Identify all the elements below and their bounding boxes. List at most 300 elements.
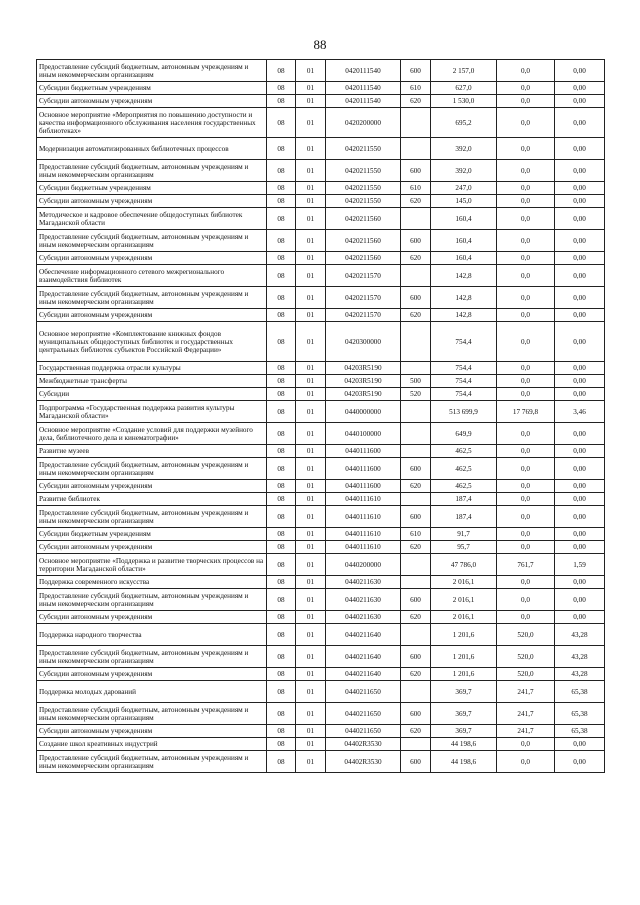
- expense-type-code: 600: [401, 458, 431, 480]
- expense-type-code: 620: [401, 309, 431, 322]
- amount-executed: 0,0: [497, 375, 555, 388]
- row-label: Субсидии бюджетным учреждениям: [37, 528, 267, 541]
- subsection-code: 01: [296, 95, 326, 108]
- target-article-code: 04203R5190: [326, 375, 401, 388]
- execution-percent: 0,00: [555, 230, 605, 252]
- section-code: 08: [267, 589, 296, 611]
- amount-planned: 187,4: [431, 493, 497, 506]
- section-code: 08: [267, 554, 296, 576]
- table-row: [37, 445, 605, 458]
- expense-type-code: 620: [401, 95, 431, 108]
- subsection-code: 01: [296, 208, 326, 230]
- amount-executed: 0,0: [497, 138, 555, 160]
- section-code: 08: [267, 480, 296, 493]
- amount-planned: 142,8: [431, 265, 497, 287]
- subsection-code: 01: [296, 528, 326, 541]
- target-article-code: 0440111600: [326, 458, 401, 480]
- amount-planned: 160,4: [431, 230, 497, 252]
- amount-planned: 187,4: [431, 506, 497, 528]
- section-code: 08: [267, 611, 296, 624]
- table-row: [37, 60, 605, 82]
- amount-planned: 513 699,9: [431, 401, 497, 423]
- amount-executed: 0,0: [497, 322, 555, 362]
- amount-executed: 520,0: [497, 668, 555, 681]
- row-label: Предоставление субсидий бюджетным, автономным учреждениям и иным некоммерческим организациям: [37, 458, 267, 480]
- section-code: 08: [267, 309, 296, 322]
- amount-planned: 160,4: [431, 252, 497, 265]
- amount-executed: 0,0: [497, 208, 555, 230]
- amount-executed: 0,0: [497, 309, 555, 322]
- section-code: 08: [267, 576, 296, 589]
- amount-executed: 0,0: [497, 195, 555, 208]
- amount-executed: 0,0: [497, 388, 555, 401]
- subsection-code: 01: [296, 423, 326, 445]
- expense-type-code: 600: [401, 60, 431, 82]
- amount-planned: 392,0: [431, 160, 497, 182]
- table-row: [37, 493, 605, 506]
- amount-executed: 0,0: [497, 82, 555, 95]
- subsection-code: 01: [296, 646, 326, 668]
- amount-executed: 0,0: [497, 252, 555, 265]
- table-body: [37, 60, 605, 773]
- expense-type-code: [401, 423, 431, 445]
- section-code: 08: [267, 681, 296, 703]
- section-code: 08: [267, 493, 296, 506]
- table-row: [37, 252, 605, 265]
- row-label: Обеспечение информационного сетевого межрегионального взаимодействия библиотек: [37, 265, 267, 287]
- expense-type-code: [401, 401, 431, 423]
- execution-percent: 65,38: [555, 681, 605, 703]
- section-code: 08: [267, 138, 296, 160]
- budget-table: [36, 59, 605, 773]
- section-code: 08: [267, 506, 296, 528]
- subsection-code: 01: [296, 252, 326, 265]
- amount-planned: 2 016,1: [431, 589, 497, 611]
- amount-executed: 0,0: [497, 751, 555, 773]
- amount-planned: 369,7: [431, 681, 497, 703]
- amount-planned: 649,9: [431, 423, 497, 445]
- row-label: Субсидии автономным учреждениям: [37, 611, 267, 624]
- expense-type-code: 600: [401, 703, 431, 725]
- table-row: [37, 703, 605, 725]
- section-code: 08: [267, 725, 296, 738]
- amount-executed: 0,0: [497, 362, 555, 375]
- amount-executed: 0,0: [497, 445, 555, 458]
- section-code: 08: [267, 82, 296, 95]
- row-label: Основное мероприятие «Создание условий для поддержки музейного дела, библиотечного дела и кинематографии»: [37, 423, 267, 445]
- subsection-code: 01: [296, 362, 326, 375]
- target-article-code: 0420211560: [326, 252, 401, 265]
- section-code: 08: [267, 751, 296, 773]
- table-row: [37, 287, 605, 309]
- table-row: [37, 322, 605, 362]
- target-article-code: 0440211630: [326, 589, 401, 611]
- expense-type-code: 610: [401, 82, 431, 95]
- target-article-code: 0440111610: [326, 506, 401, 528]
- section-code: 08: [267, 458, 296, 480]
- expense-type-code: 600: [401, 589, 431, 611]
- expense-type-code: [401, 681, 431, 703]
- target-article-code: 0420211550: [326, 195, 401, 208]
- expense-type-code: 610: [401, 182, 431, 195]
- subsection-code: 01: [296, 230, 326, 252]
- target-article-code: 0420211570: [326, 287, 401, 309]
- section-code: 08: [267, 160, 296, 182]
- amount-executed: 241,7: [497, 681, 555, 703]
- subsection-code: 01: [296, 589, 326, 611]
- execution-percent: 0,00: [555, 541, 605, 554]
- execution-percent: 0,00: [555, 208, 605, 230]
- section-code: 08: [267, 208, 296, 230]
- table-row: [37, 401, 605, 423]
- table-row: [37, 554, 605, 576]
- subsection-code: 01: [296, 182, 326, 195]
- subsection-code: 01: [296, 160, 326, 182]
- section-code: 08: [267, 60, 296, 82]
- execution-percent: 0,00: [555, 252, 605, 265]
- table-row: [37, 751, 605, 773]
- target-article-code: 0420111540: [326, 95, 401, 108]
- row-label: Предоставление субсидий бюджетным, автономным учреждениям и иным некоммерческим организациям: [37, 287, 267, 309]
- target-article-code: 0420211550: [326, 182, 401, 195]
- amount-planned: 1 201,6: [431, 624, 497, 646]
- row-label: Субсидии бюджетным учреждениям: [37, 182, 267, 195]
- subsection-code: 01: [296, 445, 326, 458]
- subsection-code: 01: [296, 668, 326, 681]
- target-article-code: 0420211570: [326, 265, 401, 287]
- expense-type-code: 500: [401, 375, 431, 388]
- row-label: Развитие музеев: [37, 445, 267, 458]
- section-code: 08: [267, 375, 296, 388]
- section-code: 08: [267, 738, 296, 751]
- row-label: Подпрограмма «Государственная поддержка развития культуры Магаданской области»: [37, 401, 267, 423]
- section-code: 08: [267, 95, 296, 108]
- target-article-code: 0440200000: [326, 554, 401, 576]
- execution-percent: 0,00: [555, 138, 605, 160]
- row-label: Субсидии автономным учреждениям: [37, 668, 267, 681]
- section-code: 08: [267, 265, 296, 287]
- row-label: Основное мероприятие «Мероприятия по повышению доступности и качества информационного обслуживания населения государственных библиотеках»: [37, 108, 267, 138]
- amount-executed: 17 769,8: [497, 401, 555, 423]
- row-label: Субсидии автономным учреждениям: [37, 95, 267, 108]
- amount-executed: 0,0: [497, 738, 555, 751]
- execution-percent: 0,00: [555, 95, 605, 108]
- execution-percent: 0,00: [555, 388, 605, 401]
- amount-planned: 95,7: [431, 541, 497, 554]
- table-row: [37, 265, 605, 287]
- table-row: [37, 624, 605, 646]
- amount-planned: 47 786,0: [431, 554, 497, 576]
- target-article-code: 0440111610: [326, 528, 401, 541]
- subsection-code: 01: [296, 611, 326, 624]
- amount-executed: 0,0: [497, 589, 555, 611]
- execution-percent: 43,28: [555, 668, 605, 681]
- table-row: [37, 95, 605, 108]
- table-row: [37, 423, 605, 445]
- row-label: Субсидии автономным учреждениям: [37, 541, 267, 554]
- amount-executed: 0,0: [497, 480, 555, 493]
- execution-percent: 0,00: [555, 589, 605, 611]
- amount-executed: 0,0: [497, 576, 555, 589]
- amount-planned: 145,0: [431, 195, 497, 208]
- execution-percent: 0,00: [555, 611, 605, 624]
- subsection-code: 01: [296, 287, 326, 309]
- target-article-code: 0420211550: [326, 160, 401, 182]
- target-article-code: 0440111610: [326, 541, 401, 554]
- target-article-code: 0420111540: [326, 82, 401, 95]
- subsection-code: 01: [296, 480, 326, 493]
- amount-planned: 2 016,1: [431, 611, 497, 624]
- table-row: [37, 541, 605, 554]
- subsection-code: 01: [296, 322, 326, 362]
- amount-executed: 0,0: [497, 230, 555, 252]
- target-article-code: 04203R5190: [326, 388, 401, 401]
- expense-type-code: [401, 554, 431, 576]
- table-row: [37, 458, 605, 480]
- expense-type-code: [401, 624, 431, 646]
- amount-executed: 0,0: [497, 287, 555, 309]
- target-article-code: 0420111540: [326, 60, 401, 82]
- target-article-code: 04402R3530: [326, 738, 401, 751]
- amount-executed: 520,0: [497, 646, 555, 668]
- execution-percent: 43,28: [555, 646, 605, 668]
- table-row: [37, 725, 605, 738]
- section-code: 08: [267, 401, 296, 423]
- subsection-code: 01: [296, 108, 326, 138]
- section-code: 08: [267, 624, 296, 646]
- subsection-code: 01: [296, 401, 326, 423]
- row-label: Субсидии автономным учреждениям: [37, 195, 267, 208]
- amount-executed: 0,0: [497, 95, 555, 108]
- expense-type-code: [401, 208, 431, 230]
- expense-type-code: 620: [401, 195, 431, 208]
- expense-type-code: [401, 362, 431, 375]
- expense-type-code: [401, 493, 431, 506]
- row-label: Государственная поддержка отрасли культуры: [37, 362, 267, 375]
- section-code: 08: [267, 195, 296, 208]
- section-code: 08: [267, 423, 296, 445]
- expense-type-code: [401, 138, 431, 160]
- row-label: Субсидии бюджетным учреждениям: [37, 82, 267, 95]
- amount-planned: 247,0: [431, 182, 497, 195]
- table-row: [37, 506, 605, 528]
- execution-percent: 0,00: [555, 182, 605, 195]
- expense-type-code: 600: [401, 230, 431, 252]
- target-article-code: 0420211560: [326, 230, 401, 252]
- amount-planned: 462,5: [431, 445, 497, 458]
- amount-planned: 754,4: [431, 362, 497, 375]
- subsection-code: 01: [296, 375, 326, 388]
- target-article-code: 0440211650: [326, 725, 401, 738]
- amount-planned: 91,7: [431, 528, 497, 541]
- subsection-code: 01: [296, 738, 326, 751]
- amount-planned: 754,4: [431, 375, 497, 388]
- section-code: 08: [267, 252, 296, 265]
- section-code: 08: [267, 322, 296, 362]
- subsection-code: 01: [296, 624, 326, 646]
- row-label: Поддержка современного искусства: [37, 576, 267, 589]
- target-article-code: 0440211650: [326, 681, 401, 703]
- row-label: Субсидии автономным учреждениям: [37, 725, 267, 738]
- amount-planned: 1 201,6: [431, 668, 497, 681]
- target-article-code: 0420200000: [326, 108, 401, 138]
- subsection-code: 01: [296, 541, 326, 554]
- table-row: [37, 195, 605, 208]
- amount-executed: 0,0: [497, 160, 555, 182]
- target-article-code: 0440100000: [326, 423, 401, 445]
- row-label: Предоставление субсидий бюджетным, автономным учреждениям и иным некоммерческим организациям: [37, 506, 267, 528]
- table-row: [37, 589, 605, 611]
- execution-percent: 3,46: [555, 401, 605, 423]
- row-label: Предоставление субсидий бюджетным, автономным учреждениям и иным некоммерческим организациям: [37, 60, 267, 82]
- row-label: Модернизация автоматизированных библиотечных процессов: [37, 138, 267, 160]
- row-label: Предоставление субсидий бюджетным, автономным учреждениям и иным некоммерческим организациям: [37, 703, 267, 725]
- execution-percent: 0,00: [555, 506, 605, 528]
- table-row: [37, 230, 605, 252]
- amount-planned: 44 198,6: [431, 751, 497, 773]
- amount-executed: 241,7: [497, 703, 555, 725]
- amount-planned: 754,4: [431, 322, 497, 362]
- section-code: 08: [267, 108, 296, 138]
- table-row: [37, 208, 605, 230]
- subsection-code: 01: [296, 493, 326, 506]
- expense-type-code: [401, 108, 431, 138]
- execution-percent: 0,00: [555, 60, 605, 82]
- expense-type-code: 600: [401, 751, 431, 773]
- table-row: [37, 646, 605, 668]
- amount-executed: 520,0: [497, 624, 555, 646]
- table-row: [37, 160, 605, 182]
- execution-percent: 0,00: [555, 458, 605, 480]
- row-label: Предоставление субсидий бюджетным, автономным учреждениям и иным некоммерческим организациям: [37, 230, 267, 252]
- amount-executed: 0,0: [497, 611, 555, 624]
- expense-type-code: 600: [401, 506, 431, 528]
- target-article-code: 0440211630: [326, 611, 401, 624]
- amount-planned: 369,7: [431, 725, 497, 738]
- section-code: 08: [267, 668, 296, 681]
- table-row: [37, 182, 605, 195]
- amount-planned: 369,7: [431, 703, 497, 725]
- expense-type-code: 620: [401, 480, 431, 493]
- row-label: Предоставление субсидий бюджетным, автономным учреждениям и иным некоммерческим организациям: [37, 751, 267, 773]
- expense-type-code: 620: [401, 252, 431, 265]
- execution-percent: 1,59: [555, 554, 605, 576]
- amount-executed: 761,7: [497, 554, 555, 576]
- execution-percent: 0,00: [555, 82, 605, 95]
- target-article-code: 0440211630: [326, 576, 401, 589]
- amount-planned: 627,0: [431, 82, 497, 95]
- table-row: [37, 611, 605, 624]
- section-code: 08: [267, 646, 296, 668]
- execution-percent: 0,00: [555, 375, 605, 388]
- row-label: Субсидии: [37, 388, 267, 401]
- amount-executed: 0,0: [497, 60, 555, 82]
- amount-executed: 0,0: [497, 182, 555, 195]
- subsection-code: 01: [296, 309, 326, 322]
- table-row: [37, 138, 605, 160]
- table-row: [37, 108, 605, 138]
- execution-percent: 0,00: [555, 480, 605, 493]
- section-code: 08: [267, 388, 296, 401]
- row-label: Предоставление субсидий бюджетным, автономным учреждениям и иным некоммерческим организациям: [37, 589, 267, 611]
- row-label: Субсидии автономным учреждениям: [37, 480, 267, 493]
- amount-executed: 0,0: [497, 108, 555, 138]
- amount-planned: 754,4: [431, 388, 497, 401]
- amount-planned: 2 157,0: [431, 60, 497, 82]
- execution-percent: 0,00: [555, 265, 605, 287]
- subsection-code: 01: [296, 195, 326, 208]
- execution-percent: 0,00: [555, 287, 605, 309]
- amount-executed: 0,0: [497, 528, 555, 541]
- amount-planned: 392,0: [431, 138, 497, 160]
- section-code: 08: [267, 287, 296, 309]
- execution-percent: 0,00: [555, 576, 605, 589]
- target-article-code: 0420211560: [326, 208, 401, 230]
- table-row: [37, 309, 605, 322]
- subsection-code: 01: [296, 82, 326, 95]
- amount-executed: 0,0: [497, 506, 555, 528]
- subsection-code: 01: [296, 60, 326, 82]
- amount-planned: 1 201,6: [431, 646, 497, 668]
- section-code: 08: [267, 230, 296, 252]
- row-label: Субсидии автономным учреждениям: [37, 252, 267, 265]
- table-row: [37, 480, 605, 493]
- amount-planned: 462,5: [431, 458, 497, 480]
- target-article-code: 04203R5190: [326, 362, 401, 375]
- amount-planned: 695,2: [431, 108, 497, 138]
- row-label: Межбюджетные трансферты: [37, 375, 267, 388]
- expense-type-code: 620: [401, 725, 431, 738]
- execution-percent: 0,00: [555, 445, 605, 458]
- target-article-code: 0440111610: [326, 493, 401, 506]
- execution-percent: 0,00: [555, 751, 605, 773]
- amount-executed: 0,0: [497, 265, 555, 287]
- amount-executed: 241,7: [497, 725, 555, 738]
- section-code: 08: [267, 703, 296, 725]
- row-label: Поддержка народного творчества: [37, 624, 267, 646]
- target-article-code: 0440211650: [326, 703, 401, 725]
- execution-percent: 65,38: [555, 703, 605, 725]
- execution-percent: 0,00: [555, 108, 605, 138]
- amount-planned: 142,8: [431, 287, 497, 309]
- section-code: 08: [267, 362, 296, 375]
- execution-percent: 65,38: [555, 725, 605, 738]
- execution-percent: 0,00: [555, 493, 605, 506]
- subsection-code: 01: [296, 576, 326, 589]
- execution-percent: 0,00: [555, 195, 605, 208]
- target-article-code: 0440211640: [326, 646, 401, 668]
- row-label: Развитие библиотек: [37, 493, 267, 506]
- execution-percent: 0,00: [555, 423, 605, 445]
- subsection-code: 01: [296, 681, 326, 703]
- amount-executed: 0,0: [497, 458, 555, 480]
- target-article-code: 0440211640: [326, 668, 401, 681]
- row-label: Основное мероприятие «Поддержка и развитие творческих процессов на территории Магаданской области»: [37, 554, 267, 576]
- target-article-code: 0440111600: [326, 445, 401, 458]
- expense-type-code: [401, 445, 431, 458]
- row-label: Предоставление субсидий бюджетным, автономным учреждениям и иным некоммерческим организациям: [37, 646, 267, 668]
- expense-type-code: 520: [401, 388, 431, 401]
- table-row: [37, 668, 605, 681]
- expense-type-code: 610: [401, 528, 431, 541]
- expense-type-code: [401, 576, 431, 589]
- expense-type-code: [401, 738, 431, 751]
- expense-type-code: 620: [401, 668, 431, 681]
- row-label: Предоставление субсидий бюджетным, автономным учреждениям и иным некоммерческим организациям: [37, 160, 267, 182]
- amount-planned: 1 530,0: [431, 95, 497, 108]
- section-code: 08: [267, 182, 296, 195]
- target-article-code: 0420211570: [326, 309, 401, 322]
